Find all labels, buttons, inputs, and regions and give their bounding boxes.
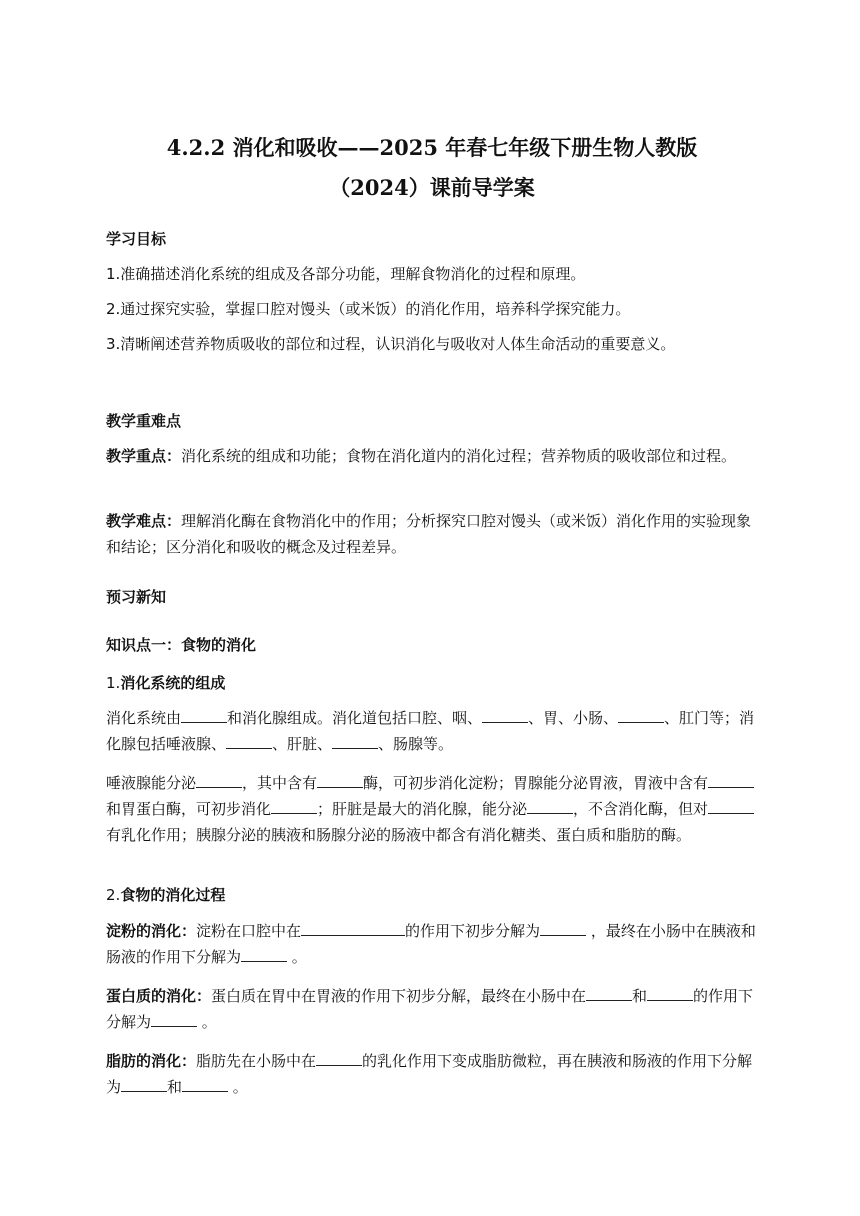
text-segment: 。	[197, 1013, 217, 1031]
fill-blank[interactable]	[618, 706, 664, 723]
fill-blank[interactable]	[647, 984, 693, 1001]
fill-blank[interactable]	[181, 706, 227, 723]
fill-blank[interactable]	[316, 1049, 362, 1066]
fill-blank[interactable]	[317, 771, 363, 788]
text-segment: 淀粉在口腔中在	[196, 922, 302, 940]
objective-item-1: 1.准确描述消化系统的组成及各部分功能，理解食物消化的过程和原理。	[106, 265, 586, 283]
text-segment: 。	[228, 1078, 248, 1096]
fill-blank[interactable]	[196, 771, 242, 788]
fill-blank[interactable]	[241, 945, 287, 962]
text-segment: 和消化腺组成。消化道包括口腔、咽、	[227, 709, 483, 727]
text-segment: 酶，可初步消化淀粉；胃腺能分泌胃液，胃液中含有	[363, 774, 709, 792]
text-segment: 消化系统由	[106, 709, 182, 727]
section-1-title: 消化系统的组成	[120, 674, 226, 692]
title-line-1: 4.2.2 消化和吸收——2025 年春七年级下册生物人教版	[166, 135, 698, 160]
difficult-point-label: 教学难点：	[106, 512, 182, 530]
text-segment: 和	[632, 987, 648, 1005]
document-title	[106, 128, 758, 208]
key-point-label: 教学重点：	[106, 447, 182, 465]
text-segment: 有乳化作用；胰腺分泌的胰液和肠腺分泌的肠液中都含有消化糖类、蛋白质和脂肪的酶。	[106, 826, 692, 844]
difficult-point-text: 理解消化酶在食物消化中的作用；分析探究口腔对馒头（或米饭）消化作用的实验现象和结论；区分消化和吸收的概念及过程差异。	[106, 512, 752, 556]
protein-digestion-paragraph	[106, 983, 758, 1035]
starch-digestion-paragraph	[106, 918, 758, 970]
text-segment: ；肝脏是最大的消化腺，能分泌	[317, 800, 528, 818]
fill-blank[interactable]	[151, 1010, 197, 1027]
section-2-title: 食物的消化过程	[120, 886, 226, 904]
key-point-text: 消化系统的组成和功能；食物在消化道内的消化过程；营养物质的吸收部位和过程。	[181, 447, 737, 465]
fat-digestion-paragraph	[106, 1048, 758, 1100]
text-segment: 和	[167, 1078, 183, 1096]
title-line-2: （2024）课前导学案	[329, 175, 535, 200]
section-2-number: 2.	[106, 886, 121, 904]
objective-item-2: 2.通过探究实验，掌握口腔对馒头（或米饭）的消化作用，培养科学探究能力。	[106, 300, 631, 318]
section-1-number: 1.	[106, 674, 121, 692]
fill-blank[interactable]	[182, 1075, 228, 1092]
difficult-point-paragraph	[106, 508, 758, 560]
text-segment: 、肠腺等。	[378, 735, 454, 753]
text-segment: ，最终在小肠中在胰液和肠液的作用下分解为	[106, 922, 756, 966]
fat-label: 脂肪的消化：	[106, 1052, 197, 1070]
fill-blank[interactable]	[708, 797, 754, 814]
text-segment: ，不含消化酶，但对	[573, 800, 709, 818]
section-1-heading	[106, 670, 758, 696]
digestive-glands-paragraph	[106, 770, 758, 848]
preview-heading: 预习新知	[106, 588, 167, 606]
protein-label: 蛋白质的消化：	[106, 987, 212, 1005]
fill-blank[interactable]	[226, 732, 272, 749]
fill-blank[interactable]	[332, 732, 378, 749]
starch-label: 淀粉的消化：	[106, 922, 197, 940]
objectives-heading: 学习目标	[106, 230, 167, 248]
fill-blank[interactable]	[586, 984, 632, 1001]
text-segment: 唾液腺能分泌	[106, 774, 197, 792]
fill-blank[interactable]	[527, 797, 573, 814]
text-segment: 、胃、小肠、	[528, 709, 619, 727]
keypoints-heading: 教学重难点	[106, 412, 182, 430]
text-segment: 。	[287, 948, 307, 966]
text-segment: 、肛门等；消化腺包括唾液腺、	[106, 709, 755, 753]
text-segment: 的作用下初步分解为	[405, 922, 541, 940]
fill-blank[interactable]	[121, 1075, 167, 1092]
knowledge-point-1-heading: 知识点一：食物的消化	[106, 636, 257, 654]
text-segment: 的乳化作用下变成脂肪微粒，再在胰液和肠液的作用下分解为	[106, 1052, 753, 1096]
key-point-paragraph	[106, 443, 758, 469]
text-segment: 、肝脏、	[272, 735, 333, 753]
text-segment: 蛋白质在胃中在胃液的作用下初步分解，最终在小肠中在	[211, 987, 587, 1005]
text-segment: 的作用下分解为	[106, 987, 754, 1031]
text-segment: 脂肪先在小肠中在	[196, 1052, 317, 1070]
objective-item-3: 3.清晰阐述营养物质吸收的部位和过程，认识消化与吸收对人体生命活动的重要意义。	[106, 335, 676, 353]
text-segment: ，其中含有	[242, 774, 318, 792]
digestive-system-paragraph	[106, 705, 758, 757]
fill-blank[interactable]	[708, 771, 754, 788]
section-2-heading	[106, 882, 758, 908]
fill-blank[interactable]	[540, 919, 586, 936]
text-segment: 和胃蛋白酶，可初步消化	[106, 800, 272, 818]
fill-blank[interactable]	[271, 797, 317, 814]
fill-blank[interactable]	[301, 919, 405, 936]
fill-blank[interactable]	[482, 706, 528, 723]
